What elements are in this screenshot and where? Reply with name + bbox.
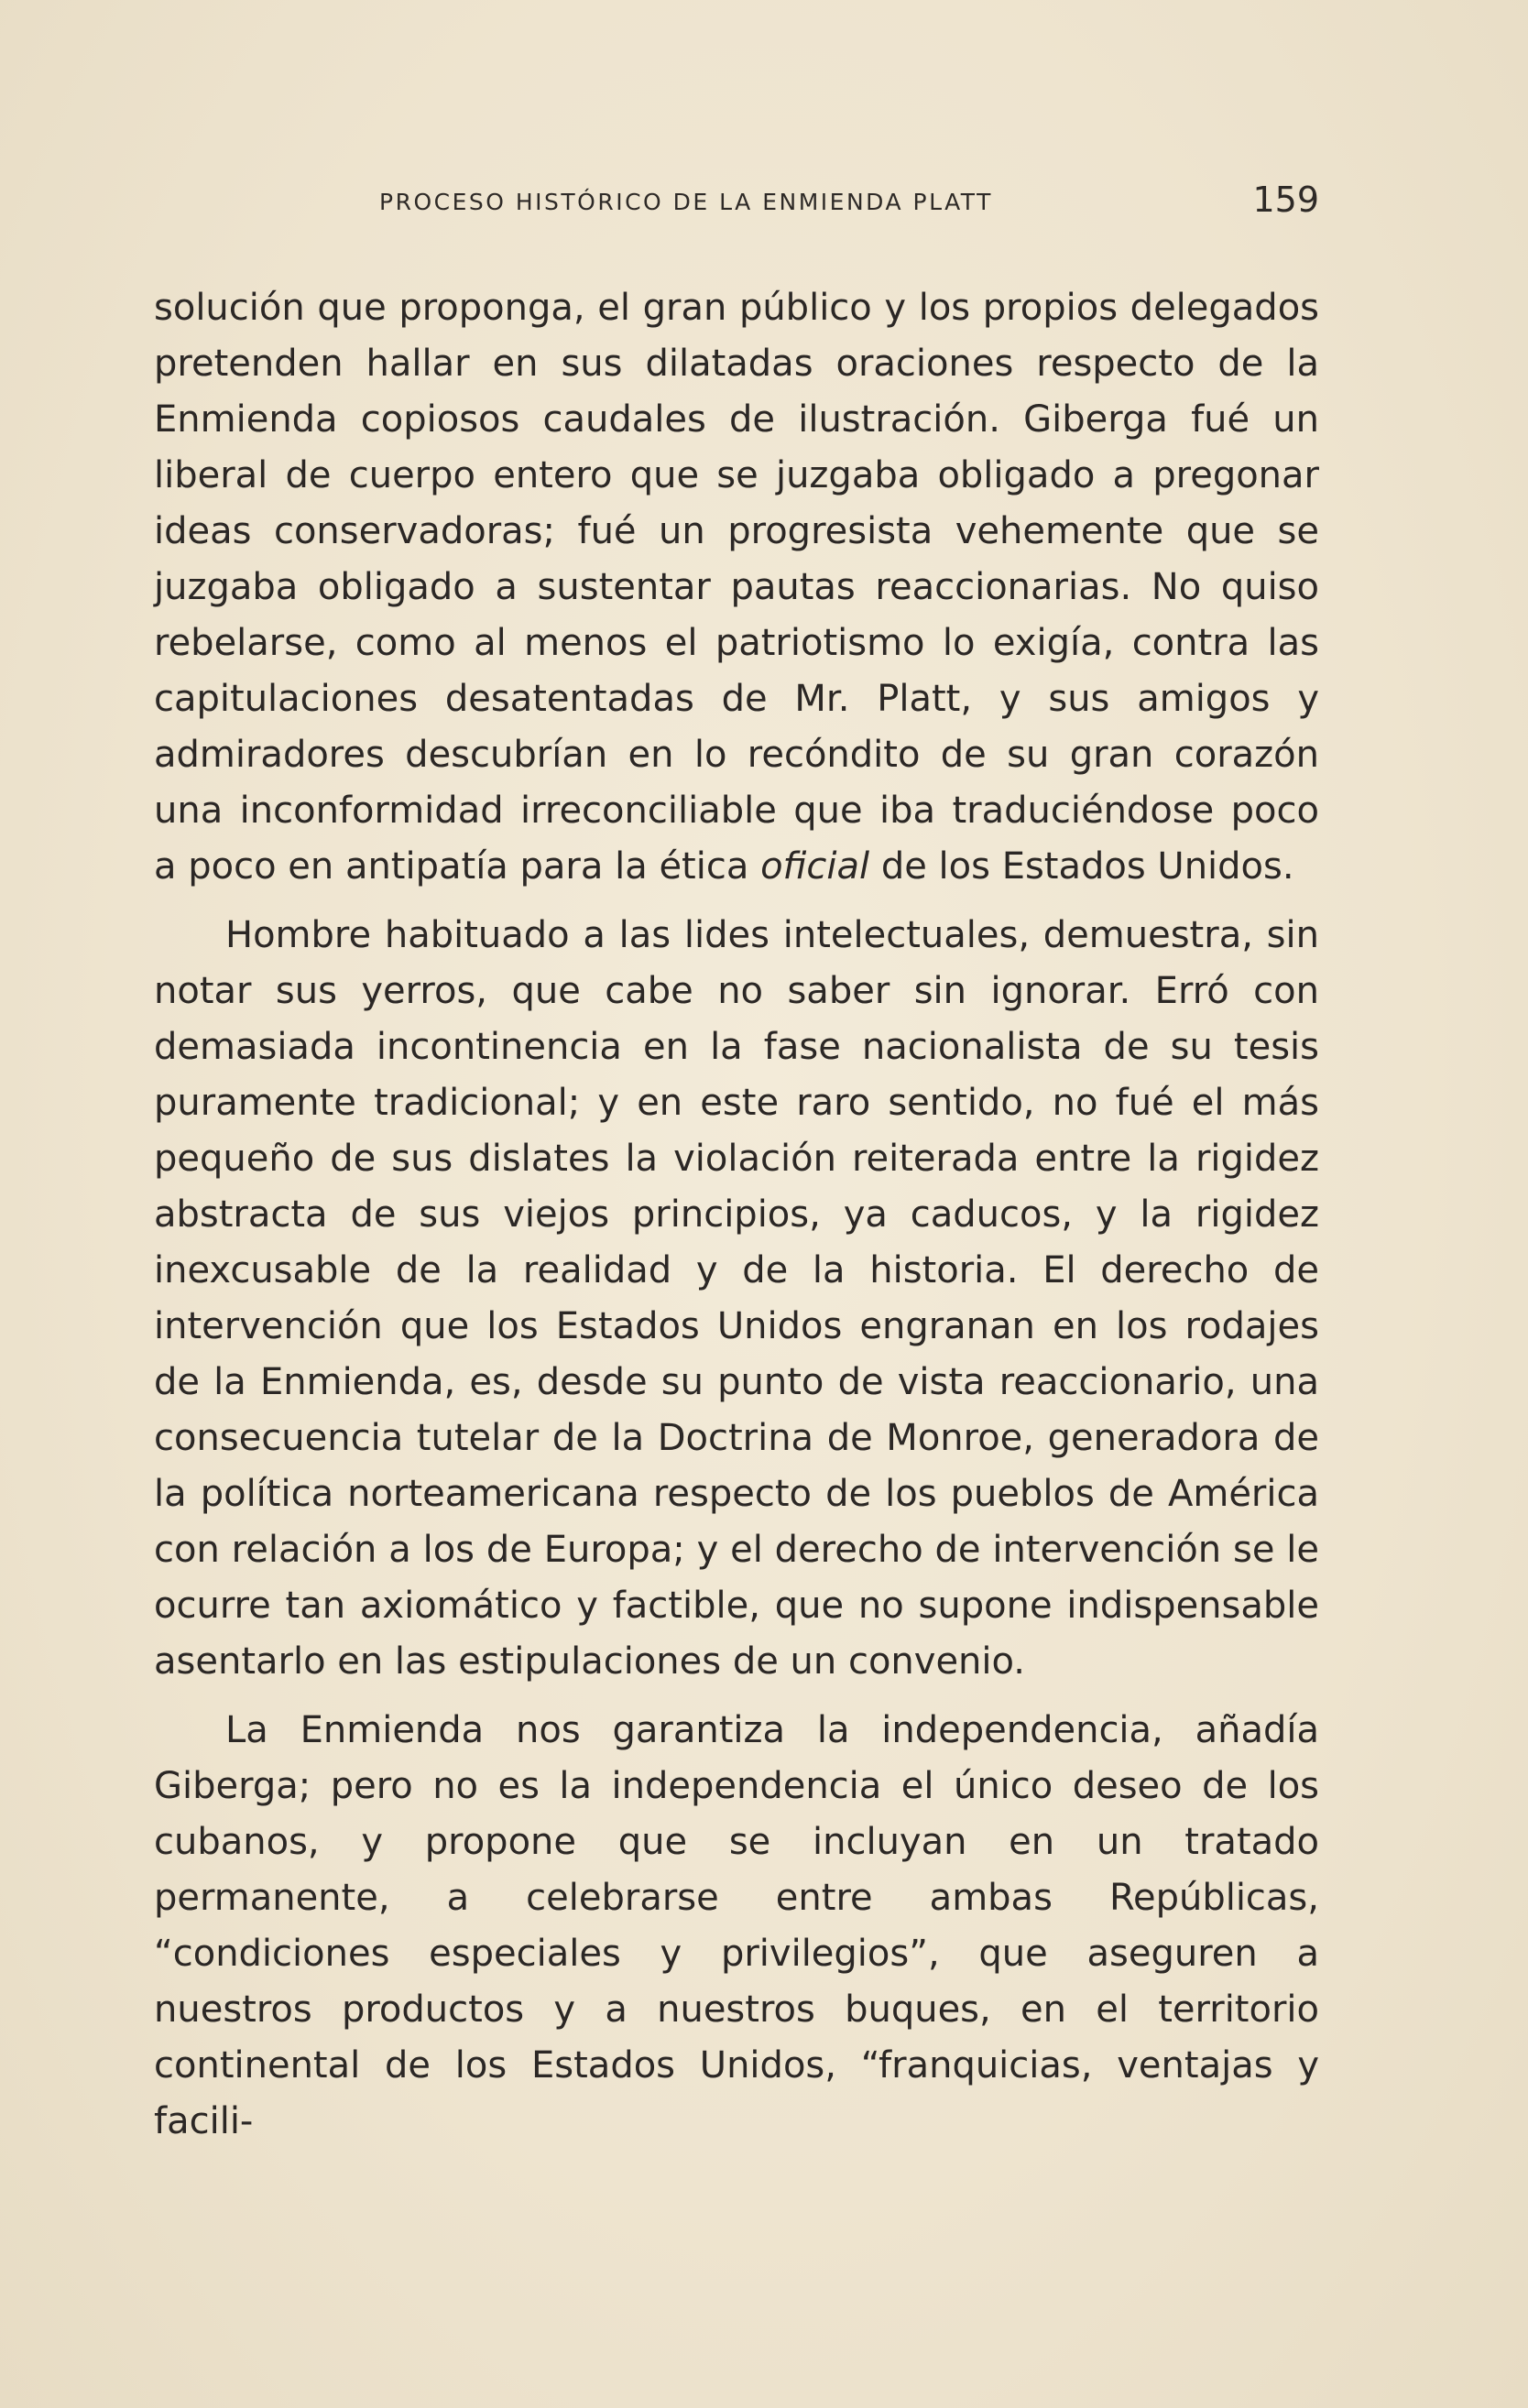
page-header	[154, 180, 1319, 225]
paragraph-3: La Enmienda nos garantiza la independencia, añadía Giberga; pero no es la independencia el único deseo de los cubanos, y propone que se incluyan en un tratado permanente, a celebrarse entre ambas Repúblicas, “condiciones especiales y privilegios”, que aseguren a nuestros productos y a nuestros buques, en el territorio continental de los Estados Unidos, “franquicias, ventajas y facili-	[154, 1709, 1319, 2142]
paragraph-1	[154, 280, 1319, 895]
page-number: 159	[1252, 180, 1319, 220]
emphasis-oficial: oficial	[760, 845, 870, 888]
paragraph-2: Hombre habituado a las lides intelectuales, demuestra, sin notar sus yerros, que cabe no saber sin ignorar. Erró con demasiada incontinencia en la fase nacionalista de su tesis puramente tradicional; y en este raro sentido, no fué el más pequeño de sus dislates la violación reiterada entre la rigidez abstracta de sus viejos principios, ya caducos, y la rigidez inexcusable de la realidad y de la historia. El derecho de intervención que los Estados Unidos engranan en los rodajes de la Enmienda, es, desde su punto de vista reaccionario, una consecuencia tutelar de la Doctrina de Monroe, generadora de la política norteamericana respecto de los pueblos de América con relación a los de Europa; y el derecho de intervención se le ocurre tan axiomático y factible, que no supone indispensable asentarlo en las estipulaciones de un convenio.	[154, 914, 1319, 1683]
body-text	[154, 280, 1319, 2150]
paragraph-1-end: de los Estados Unidos.	[869, 845, 1294, 888]
paragraph-1-text: solución que proponga, el gran público y los propios delegados pretenden hallar en sus dilatadas oraciones respecto de la Enmienda copiosos caudales de ilustración. Giberga fué un liberal de cuerpo entero que se juzgaba obligado a pregonar ideas conservadoras; fué un progresista vehemente que se juzgaba obligado a sustentar pautas reaccionarias. No quiso rebelarse, como al menos el patriotismo lo exigía, contra las capitulaciones desatentadas de Mr. Platt, y sus amigos y admiradores descubrían en lo recóndito de su gran corazón una inconformidad irreconciliable que iba traduciéndose poco a poco en antipatía para la ética	[154, 287, 1319, 888]
running-title: PROCESO HISTÓRICO DE LA ENMIENDA PLATT	[379, 189, 993, 215]
